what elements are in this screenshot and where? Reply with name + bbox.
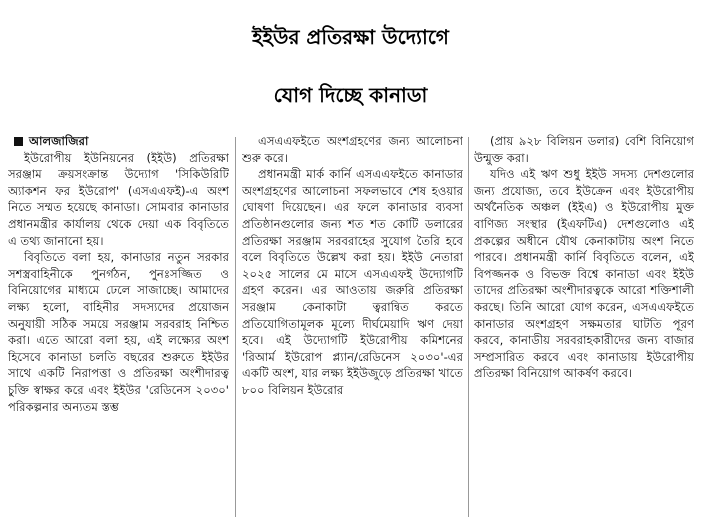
paragraph: (প্রায় ৯২৮ বিলিয়ন ডলার) বেশি বিনিয়োগ উন্মুক্ত করা। [474, 134, 694, 165]
column-2 [242, 133, 463, 519]
column-divider [468, 137, 469, 517]
column-1 [8, 133, 229, 519]
column-divider [235, 137, 236, 517]
headline-line-2: যোগ দিচ্ছে কানাডা [273, 83, 428, 107]
column-3 [474, 133, 694, 519]
paragraph: এসএএফইতে অংশগ্রহণের জন্য আলোচনা শুরু করে। [242, 134, 463, 165]
source-credit [8, 133, 229, 150]
paragraph: ইউরোপীয় ইউনিয়নের (ইইউ) প্রতিরক্ষা সরঞ্জাম ক্রয়সংক্রান্ত উদ্যোগ 'সিকিউরিটি অ্যাকশন ফর ইউরোপ' (এসএএফই)-এ অংশ নিতে সম্মত হয়েছে কানাডা। সোমবার কানাডার প্রধানমন্ত্রীর কার্যালয় থেকে দেয়া এক বিবৃতিতে এ তথ্য জানানো হয়। [8, 150, 229, 248]
article-body [8, 133, 694, 519]
square-bullet-icon [14, 137, 23, 146]
headline-line-1: ইইউর প্রতিরক্ষা উদ্যোগে [252, 25, 449, 49]
paragraph: যদিও এই ঋণ শুধু ইইউ সদস্য দেশগুলোর জন্য প্রযোজ্য, তবে ইউক্রেন এবং ইউরোপীয় অর্থনৈতিক অঞ্চল (ইইএ) ও ইউরোপীয় মুক্ত বাণিজ্য সংস্থার (ইএফটিএ) দেশগুলোও এই প্রকল্পের অধীনে যৌথ কেনাকাটায় অংশ নিতে পারবে। প্রধানমন্ত্রী কার্নি বিবৃতিতে বলেন, এই বিপজ্জনক ও বিভক্ত বিশ্বে কানাডা এবং ইইউ তাদের প্রতিরক্ষা অংশীদারত্বকে আরো শক্তিশালী করছে। তিনি আরো যোগ করেন, এসএএফইতে কানাডার অংশগ্রহণ সক্ষমতার ঘাটতি পূরণ করবে, কানাডীয় সরবরাহকারীদের জন্য বাজার সম্প্রসারিত করবে এবং কানাডায় ইউরোপীয় প্রতিরক্ষা বিনিয়োগ আকর্ষণ করবে। [474, 167, 694, 381]
source-name: আলজাজিরা [29, 134, 89, 148]
paragraph: বিবৃতিতে বলা হয়, কানাডার নতুন সরকার সশস্ত্রবাহিনীকে পুনর্গঠন, পুনঃসজ্জিত ও বিনিয়োগের মাধ্যমে ঢেলে সাজাচ্ছে। আমাদের লক্ষ্য হলো, বাহিনীর সদস্যদের প্রয়োজন অনুযায়ী সঠিক সময়ে সরঞ্জাম সরবরাহ নিশ্চিত করা। এতে আরো বলা হয়, এই লক্ষ্যের অংশ হিসেবে কানাডা চলতি বছরের শুরুতে ইইউর সাথে একটি নিরাপত্তা ও প্রতিরক্ষা অংশীদারত্ব চুক্তি স্বাক্ষর করে এবং ইইউর 'রেডিনেস ২০৩০' পরিকল্পনার অন্যতম স্তম্ভ [8, 250, 229, 414]
paragraph: প্রধানমন্ত্রী মার্ক কার্নি এসএএফইতে কানাডার অংশগ্রহণের আলোচনা সফলভাবে শেষ হওয়ার ঘোষণা দিয়েছেন। এর ফলে কানাডার ব্যবসা প্রতিষ্ঠানগুলোর জন্য শত শত কোটি ডলারের প্রতিরক্ষা সরঞ্জাম সরবরাহের সুযোগ তৈরি হবে বলে বিবৃতিতে উল্লেখ করা হয়। ইইউ নেতারা ২০২৫ সালের মে মাসে এসএএফই উদ্যোগটি গ্রহণ করেন। এর আওতায় জরুরি প্রতিরক্ষা সরঞ্জাম কেনাকাটা ত্বরান্বিত করতে প্রতিযোগিতামূলক মূল্যে দীর্ঘমেয়াদি ঋণ দেয়া হবে। এই উদ্যোগটি ইউরোপীয় কমিশনের 'রিআর্ম ইউরোপ প্ল্যান/রেডিনেস ২০৩০'-এর একটি অংশ, যার লক্ষ্য ইইউজুড়ে প্রতিরক্ষা খাতে ৮০০ বিলিয়ন ইউরোর [242, 167, 463, 397]
